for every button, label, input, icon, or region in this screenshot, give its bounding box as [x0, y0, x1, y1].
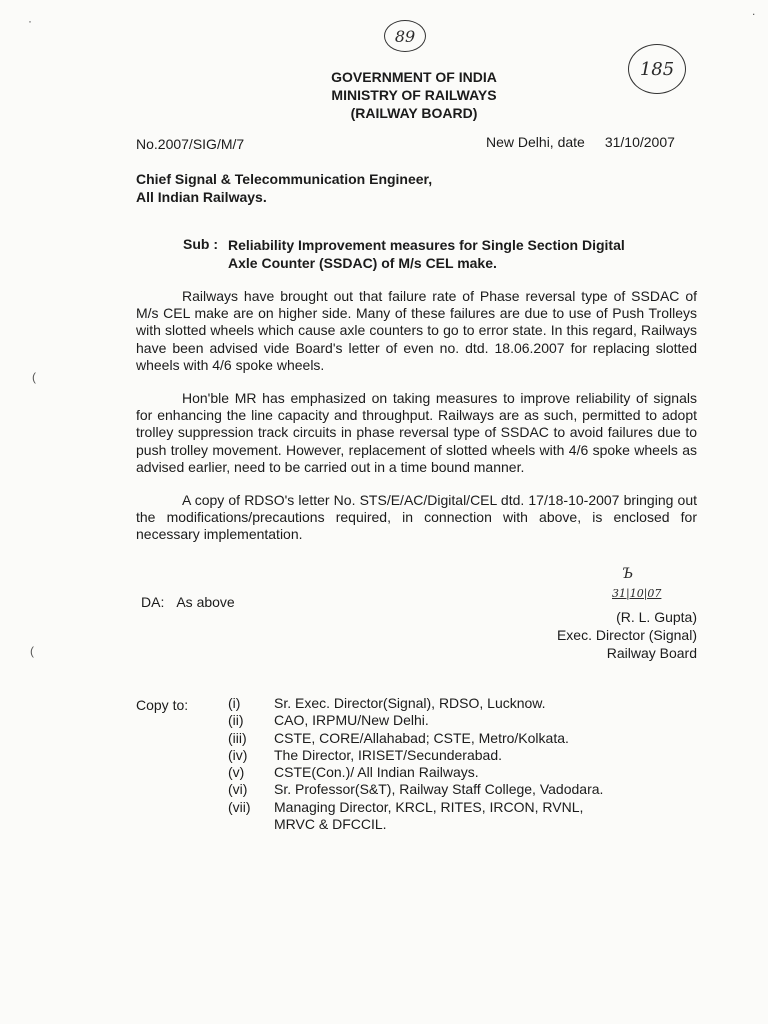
- list-item-text: CSTE, CORE/Allahabad; CSTE, Metro/Kolkata.: [274, 729, 569, 746]
- subject-line-2: Axle Counter (SSDAC) of M/s CEL make.: [228, 255, 497, 271]
- list-item: [228, 695, 603, 712]
- da-value: As above: [176, 594, 235, 610]
- list-item: [228, 712, 603, 729]
- list-item-number: (i): [228, 695, 241, 711]
- list-item-text: The Director, IRISET/Secunderabad.: [274, 746, 502, 763]
- place-date: [486, 134, 675, 150]
- list-item-number: (iii): [228, 729, 247, 746]
- letterhead-line-board: (RAILWAY BOARD): [350, 105, 478, 121]
- stamp-page-number: [384, 20, 426, 52]
- list-item-text: MRVC & DFCCIL.: [274, 816, 387, 833]
- body-paragraph-2-text: Hon'ble MR has emphasized on taking measures to improve reliability of signals for enhancing the line capacity and throughput. Railways are as such, permitted to adopt trolley suppression track circuits in phase reversal type of SSDAC to avoid failures due to push trolley movement. However, replacement of slotted wheels with 4/6 spoke wheels as advised earlier, need to be carried out in a time bound manner.: [136, 390, 697, 475]
- addressee-line-2: All Indian Railways.: [136, 189, 267, 205]
- scan-mark: (: [32, 370, 36, 384]
- body-paragraph-3: [136, 492, 697, 544]
- list-item-text: Sr. Professor(S&T), Railway Staff College, Vadodara.: [274, 781, 604, 798]
- list-item: [228, 730, 603, 747]
- subject-text: [228, 236, 688, 272]
- reference-number: No.2007/SIG/M/7: [136, 136, 245, 152]
- stamp-file-number-text: 185: [639, 58, 675, 80]
- list-item-number: (vii): [228, 798, 251, 815]
- signatory-name: (R. L. Gupta): [616, 609, 697, 625]
- da-label: DA:: [141, 594, 165, 610]
- copy-to-list: [228, 695, 603, 833]
- list-item-text: Sr. Exec. Director(Signal), RDSO, Lucknow.: [274, 695, 546, 711]
- list-item-number: [228, 816, 274, 833]
- signatory-designation: Exec. Director (Signal): [556, 627, 697, 643]
- signature-block: [500, 608, 697, 662]
- list-item: [228, 799, 603, 816]
- scan-mark: .: [752, 4, 756, 18]
- list-item: [228, 816, 603, 833]
- signature-initial: Ъ: [622, 566, 634, 582]
- letterhead-line-government: GOVERNMENT OF INDIA: [331, 69, 497, 85]
- list-item: [228, 747, 603, 764]
- stamp-page-number-text: 89: [394, 26, 416, 46]
- scan-mark: ·: [28, 14, 32, 28]
- list-item-text: Managing Director, KRCL, RITES, IRCON, RVNL,: [274, 798, 584, 815]
- signatory-office: Railway Board: [606, 645, 697, 661]
- list-item: [228, 764, 603, 781]
- list-item-number: (ii): [228, 712, 244, 729]
- copy-to-label: Copy to:: [136, 697, 189, 713]
- list-item-number: (v): [228, 764, 245, 781]
- da-line: [141, 594, 235, 610]
- addressee-line-1: Chief Signal & Telecommunication Engineer,: [136, 171, 433, 187]
- letter-date: 31/10/2007: [604, 134, 675, 150]
- letterhead: [0, 68, 768, 122]
- body-paragraph-2: [136, 390, 697, 476]
- list-item-text: CAO, IRPMU/New Delhi.: [274, 712, 429, 729]
- subject-label: Sub :: [183, 236, 218, 252]
- list-item-number: (vi): [228, 781, 248, 798]
- body-paragraph-1-text: Railways have brought out that failure rate of Phase reversal type of SSDAC of M/s CEL make are on higher side. Many of these failures are due to use of Push Trolleys with slotted wheels which cause axle counters to go to error state. In this regard, Railways have been advised vide Board's letter of even no. dtd. 18.06.2007 for replacing slotted wheels with 4/6 spoke wheels.: [136, 288, 697, 373]
- signature-date: 31|10|07: [612, 587, 662, 600]
- list-item: [228, 781, 603, 798]
- letterhead-line-ministry: MINISTRY OF RAILWAYS: [331, 87, 497, 103]
- scan-mark: (: [30, 644, 34, 658]
- place-date-label: New Delhi, date: [486, 134, 585, 150]
- list-item-text: CSTE(Con.)/ All Indian Railways.: [274, 764, 479, 781]
- list-item-number: (iv): [228, 746, 248, 763]
- addressee: [136, 170, 432, 206]
- subject-line-1: Reliability Improvement measures for Single Section Digital: [228, 237, 625, 253]
- body-paragraph-1: [136, 288, 697, 374]
- body-paragraph-3-text: A copy of RDSO's letter No. STS/E/AC/Digital/CEL dtd. 17/18-10-2007 bringing out the modifications/precautions required, in connection with above, is enclosed for necessary implementation.: [136, 492, 697, 543]
